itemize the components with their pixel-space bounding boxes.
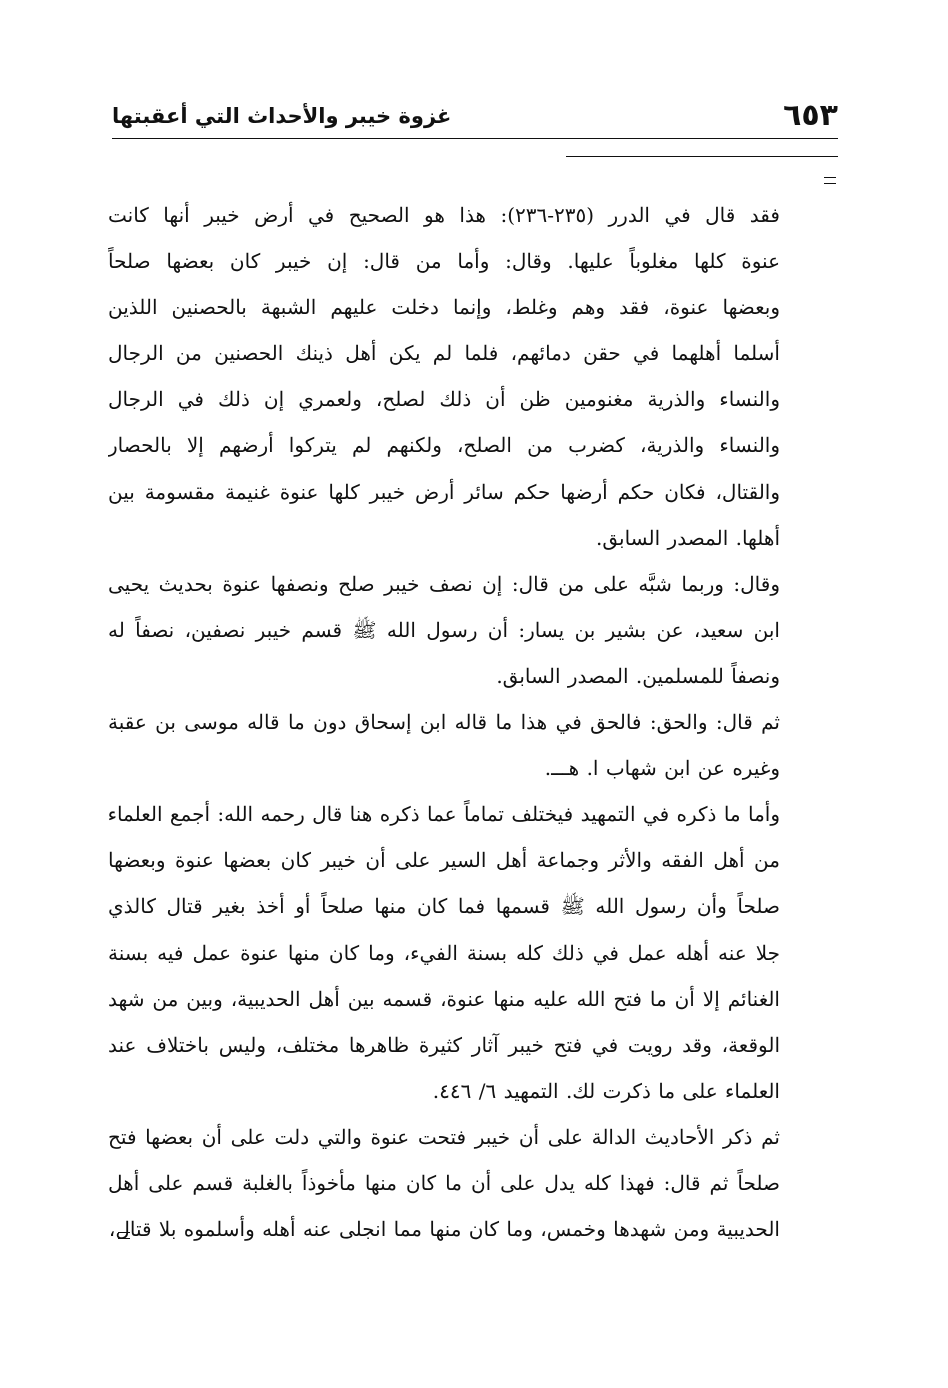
text-line: فقد قال في الدرر (٢٣٥-٢٣٦): هذا هو الصحيح في أرض خيبر أنها كانت	[108, 203, 780, 227]
text-line: العلماء على ما ذكرت لك. التمهيد ٦/ ٤٤٦.	[432, 1078, 780, 1103]
text-line: جلا عنه أهله عمل في ذلك كله بسنة الفيء، وما كان منها عنوة عمل فيه بسنة	[108, 940, 780, 965]
text-line: والقتال، فكان حكم أرضها حكم سائر أرض خيبر كلها عنوة غنيمة مقسومة بين	[108, 479, 780, 504]
text-line: ثم قال: والحق: فالحق في هذا ما قاله ابن إسحاق دون ما قاله موسى بن عقبة	[108, 710, 780, 735]
text-line: أسلما أهلهما في حقن دمائهم، فلما لم يكن أهل ذينك الحصنين من الرجال	[108, 341, 780, 366]
footnote-paragraph	[108, 1114, 780, 1252]
header-rule	[112, 138, 838, 139]
footnote-paragraph	[108, 699, 780, 791]
continuation-mark-top	[824, 177, 836, 184]
text-line: عنوة كلها مغلوباً عليها. وقال: وأما من قال: إن خيبر كان بعضها صلحاً	[108, 249, 780, 274]
text-line: الوقعة، وقد رويت في فتح خيبر آثار كثيرة ظاهرها مختلف، وليس باختلاف عند	[108, 1032, 780, 1057]
text-line: الغنائم إلا أن ما فتح الله عليه منها عنوة، قسمه بين أهل الحديبية، وبين من شهد	[108, 986, 780, 1011]
page-header	[112, 96, 838, 138]
footnote-separator-rule	[566, 156, 838, 157]
footnote-paragraph	[108, 791, 780, 1114]
page-number: ٦٥٣	[783, 98, 838, 133]
footnote-paragraph	[108, 192, 780, 561]
text-line: ابن سعيد، عن بشير بن يسار: أن رسول الله ﷺ قسم خيبر نصفين، نصفاً له	[108, 617, 780, 642]
text-line: ونصفاً للمسلمين. المصدر السابق.	[496, 663, 780, 688]
text-line: وأما ما ذكره في التمهيد فيختلف تماماً عما ذكره هنا قال رحمه الله: أجمع العلماء	[108, 802, 780, 827]
text-line: وبعضها عنوة، فقد وهم وغلط، وإنما دخلت عليهم الشبهة بالحصنين اللذين	[108, 295, 780, 320]
text-line: الحديبية ومن شهدها وخمس، وما كان منها مما انجلى عنه أهله وأسلموه بلا قتال،	[108, 1217, 780, 1242]
footnote-paragraph	[108, 561, 780, 699]
text-line: أهلها. المصدر السابق.	[595, 525, 780, 550]
text-line: وغيره عن ابن شهاب ا. هـــ.	[544, 756, 780, 781]
text-line: من أهل الفقه والأثر وجماعة أهل السير على أن خيبر كان بعضها عنوة وبعضها	[108, 848, 780, 873]
continuation-mark-bottom	[118, 1232, 130, 1239]
text-line: صلحاً وأن رسول الله ﷺ قسمها فما كان منها صلحاً أو أخذ بغير قتال كالذي	[108, 894, 780, 919]
running-title: غزوة خيبر والأحداث التي أعقبتها	[112, 104, 452, 128]
text-line: والنساء والذرية، كضرب من الصلح، ولكنهم لم يتركوا أرضهم إلا بالحصار	[108, 433, 780, 458]
text-line: وقال: وربما شبَّه على من قال: إن نصف خيبر صلح ونصفها عنوة بحديث يحيى	[108, 571, 780, 596]
text-line: صلحاً ثم قال: فهذا كله يدل على أن ما كان منها مأخوذاً بالغلبة قسم على أهل	[108, 1170, 780, 1195]
text-line: ثم ذكر الأحاديث الدالة على أن خيبر فتحت عنوة والتي دلت على أن بعضها فتح	[108, 1124, 780, 1149]
footnote-body	[108, 192, 780, 1252]
text-line: والنساء والذرية مغنومين ظن أن ذلك لصلح، ولعمري إن ذلك في الرجال	[108, 387, 780, 412]
